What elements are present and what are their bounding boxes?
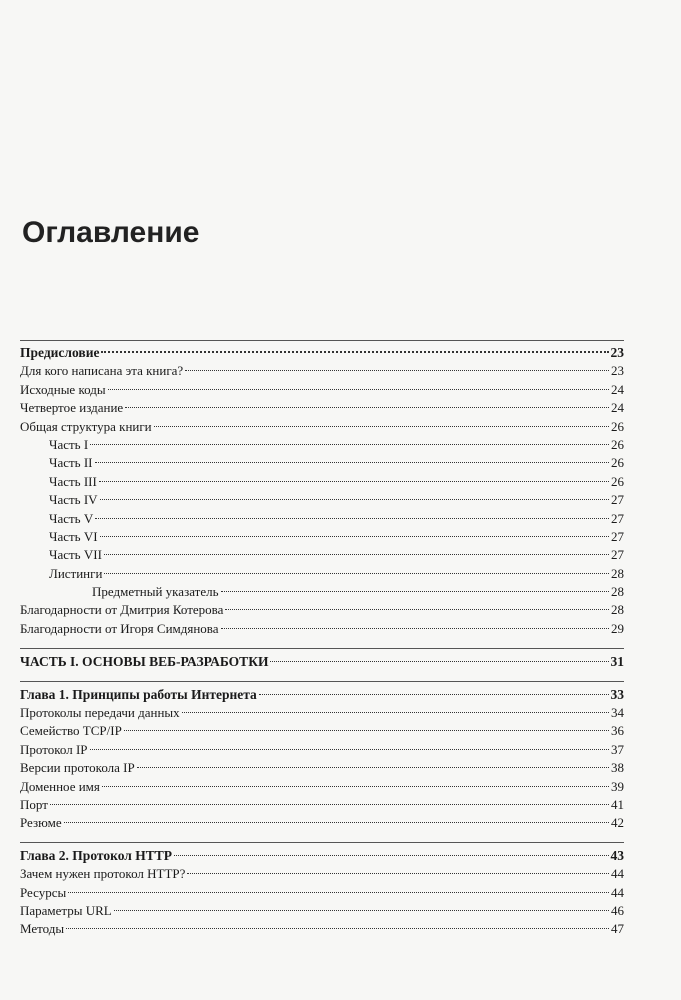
toc-entry-page: 28: [611, 602, 624, 618]
toc-entry-page: 31: [610, 654, 624, 670]
dot-leader: [95, 462, 609, 463]
toc-entry-page: 38: [611, 760, 624, 776]
toc-entry-page: 27: [611, 528, 624, 544]
toc-entry-page: 34: [611, 705, 624, 721]
dot-leader: [154, 426, 609, 427]
toc-entry-label: Порт: [20, 796, 48, 812]
toc-entry-label: Доменное имя: [20, 778, 100, 794]
dot-leader: [68, 892, 609, 893]
dot-leader: [90, 444, 609, 445]
toc-chapter-2[interactable]: [20, 847, 624, 865]
toc-entry-label: Глава 2. Протокол HTTP: [20, 847, 172, 863]
dot-leader: [102, 786, 609, 787]
dot-leader: [114, 910, 609, 911]
dot-leader: [270, 661, 608, 662]
toc-entry-page: 36: [611, 723, 624, 739]
toc-entry-page: 26: [611, 455, 624, 471]
section-rule: [20, 842, 624, 843]
toc-entry[interactable]: [20, 381, 624, 399]
dot-leader: [64, 822, 609, 823]
toc-entry-label: Часть III: [49, 473, 97, 489]
dot-leader: [221, 628, 609, 629]
toc-entry[interactable]: [20, 884, 624, 902]
dot-leader: [187, 873, 609, 874]
section-rule: [20, 648, 624, 649]
dot-leader: [259, 694, 609, 695]
toc-entry[interactable]: [20, 399, 624, 417]
dot-leader: [95, 518, 609, 519]
toc-entry[interactable]: [20, 722, 624, 740]
toc-part-1[interactable]: [20, 653, 624, 671]
dot-leader: [137, 767, 609, 768]
dot-leader: [101, 351, 608, 353]
toc-entry[interactable]: [20, 759, 624, 777]
dot-leader: [100, 536, 609, 537]
toc-entry-page: 33: [610, 686, 624, 702]
section-rule: [20, 681, 624, 682]
toc-entry-page: 23: [611, 363, 624, 379]
toc-entry-label: Благодарности от Дмитрия Котерова: [20, 602, 224, 618]
dot-leader: [100, 499, 609, 500]
toc-entry-label: Часть I: [49, 436, 89, 452]
page-title: Оглавление: [22, 216, 200, 249]
toc-entry-label: Часть VII: [49, 547, 102, 563]
dot-leader: [182, 712, 609, 713]
toc-entry[interactable]: [20, 814, 624, 832]
toc-entry-label: Часть IV: [49, 492, 98, 508]
toc-entry[interactable]: [20, 601, 624, 619]
toc-subentry[interactable]: [20, 510, 624, 528]
toc-entry-label: Методы: [20, 921, 65, 937]
toc-top-rule: [20, 340, 624, 341]
toc-entry-page: 27: [611, 547, 624, 563]
dot-leader: [225, 609, 609, 610]
dot-leader: [104, 554, 609, 555]
toc-entry-label: Для кого написана эта книга?: [20, 363, 184, 379]
toc-entry-page: 44: [611, 884, 624, 900]
toc-entry-label: Протоколы передачи данных: [20, 705, 180, 721]
dot-leader: [66, 928, 609, 929]
toc-entry-label: ЧАСТЬ I. ОСНОВЫ ВЕБ-РАЗРАБОТКИ: [20, 654, 269, 670]
toc-entry-label: Часть VI: [49, 528, 98, 544]
dot-leader: [185, 370, 609, 371]
toc-entry-page: 29: [611, 620, 624, 636]
toc-entry-label: Зачем нужен протокол HTTP?: [20, 866, 186, 882]
toc-entry[interactable]: [20, 741, 624, 759]
toc-entry-label: Протокол IP: [20, 741, 88, 757]
toc-entry-label: Глава 1. Принципы работы Интернета: [20, 686, 257, 702]
toc-entry[interactable]: [20, 620, 624, 638]
toc-entry-page: 43: [610, 847, 624, 863]
toc-entry-page: 26: [611, 436, 624, 452]
dot-leader: [125, 407, 609, 408]
toc-subentry[interactable]: [20, 565, 624, 583]
dot-leader: [174, 855, 609, 856]
toc-entry-label: Часть II: [49, 455, 93, 471]
toc-entry-label: Предисловие: [20, 345, 100, 360]
toc-entry-page: 26: [611, 473, 624, 489]
toc-entry[interactable]: [20, 704, 624, 722]
toc-entry-label: Общая структура книги: [20, 418, 152, 434]
toc-entry[interactable]: [20, 778, 624, 796]
toc-entry-label: Часть V: [49, 510, 94, 526]
toc-entry-label: Семейство TCP/IP: [20, 723, 122, 739]
toc-entry-label: Четвертое издание: [20, 400, 124, 416]
toc-chapter-1[interactable]: [20, 686, 624, 704]
toc-entry-page: 46: [611, 902, 624, 918]
toc-subentry[interactable]: [20, 528, 624, 546]
table-of-contents: [20, 344, 624, 939]
toc-entry-page: 42: [611, 815, 624, 831]
toc-entry-label: Резюме: [20, 815, 62, 831]
toc-entry-label: Благодарности от Игоря Симдянова: [20, 620, 219, 636]
dot-leader: [104, 573, 609, 574]
toc-entry[interactable]: [20, 796, 624, 814]
toc-entry-preface[interactable]: [20, 344, 624, 362]
toc-entry-page: 44: [611, 866, 624, 882]
dot-leader: [108, 389, 609, 390]
toc-entry-label: Предметный указатель: [92, 584, 219, 600]
toc-entry-page: 27: [611, 492, 624, 508]
toc-subentry[interactable]: [20, 546, 624, 564]
toc-entry-label: Исходные коды: [20, 381, 106, 397]
toc-entry[interactable]: [20, 902, 624, 920]
toc-entry-label: Версии протокола IP: [20, 760, 135, 776]
toc-subentry[interactable]: [20, 473, 624, 491]
toc-entry-label: Ресурсы: [20, 884, 67, 900]
toc-entry-page: 24: [611, 381, 624, 397]
toc-entry-label: Параметры URL: [20, 902, 112, 918]
toc-entry-page: 28: [611, 565, 624, 581]
dot-leader: [50, 804, 609, 805]
toc-entry-label: Листинги: [49, 565, 103, 581]
toc-entry[interactable]: [20, 362, 624, 380]
toc-entry-page: 41: [611, 796, 624, 812]
dot-leader: [99, 481, 609, 482]
dot-leader: [221, 591, 609, 592]
toc-subentry[interactable]: [20, 491, 624, 509]
toc-entry-page: 24: [611, 400, 624, 416]
toc-entry-page: 26: [611, 418, 624, 434]
toc-entry-page: 28: [611, 584, 624, 600]
toc-entry-page: 37: [611, 741, 624, 757]
toc-entry-page: 27: [611, 510, 624, 526]
toc-entry[interactable]: [20, 418, 624, 436]
dot-leader: [90, 749, 609, 750]
toc-subentry[interactable]: [20, 436, 624, 454]
toc-entry-page: 39: [611, 778, 624, 794]
toc-subentry[interactable]: [20, 454, 624, 472]
toc-entry-page: 23: [610, 345, 624, 360]
toc-entry-page: 47: [611, 921, 624, 937]
toc-subentry[interactable]: [20, 583, 624, 601]
toc-entry[interactable]: [20, 920, 624, 938]
toc-entry[interactable]: [20, 865, 624, 883]
dot-leader: [124, 730, 609, 731]
